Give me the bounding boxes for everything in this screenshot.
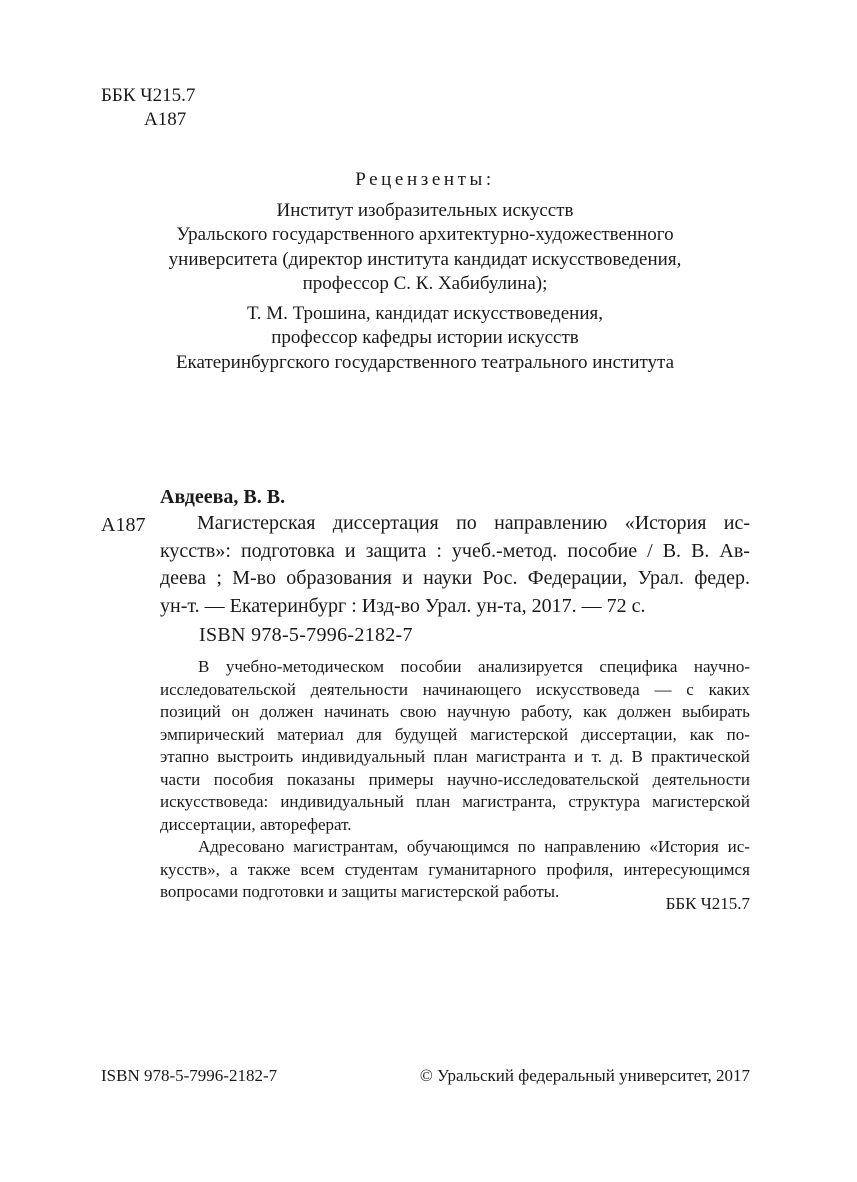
- word: направлению: [544, 837, 641, 856]
- word: направлению: [494, 512, 608, 534]
- word: кусств»:: [160, 539, 231, 562]
- word: учеб.-метод.: [451, 539, 558, 562]
- word: профиля,: [546, 859, 614, 879]
- annotation-line: [160, 836, 750, 859]
- word: практической: [651, 747, 750, 766]
- word: «История: [624, 512, 707, 534]
- footer-isbn: ISBN 978-5-7996-2182-7: [101, 1066, 278, 1085]
- word: В.: [691, 539, 710, 562]
- reviewer-1: [100, 199, 750, 297]
- record-isbn: ISBN 978-5-7996-2182-7: [199, 624, 413, 646]
- reviewers-block: [100, 168, 750, 375]
- word: искусствоведа:: [160, 792, 269, 811]
- word: гуманитарного: [428, 859, 537, 879]
- word: каких: [708, 679, 750, 699]
- bib-line: [160, 565, 750, 593]
- word: выбирать: [681, 702, 750, 721]
- word: план: [415, 792, 451, 811]
- word: деятельности: [310, 679, 408, 699]
- word: пособия: [213, 769, 274, 789]
- word: индивидуальный: [280, 792, 404, 811]
- word: научно-исследовательской: [447, 769, 639, 789]
- annotation-line: [160, 701, 750, 724]
- word: Урал.: [637, 567, 685, 589]
- bbk-code-bottom: ББК Ч215.7: [665, 894, 750, 913]
- word: как: [689, 724, 714, 744]
- bib-line: [160, 510, 750, 538]
- annotation-line: [160, 656, 750, 679]
- word: т.: [591, 747, 602, 766]
- reviewer-line: профессор С. К. Хабибулина);: [302, 273, 548, 294]
- word: будущей: [394, 724, 458, 744]
- reviewer-line: Екатеринбургского государственного театрального института: [175, 351, 675, 373]
- word: диссертация: [332, 512, 439, 534]
- word: эмпирический: [160, 724, 265, 744]
- annotation: [160, 656, 750, 904]
- word: В: [631, 747, 643, 766]
- annotation-line: [160, 679, 750, 702]
- bbk-code-top: ББК Ч215.7: [101, 85, 196, 106]
- word: диссертации, автореферат.: [160, 814, 352, 834]
- word: подготовка: [240, 539, 335, 562]
- word: показаны: [287, 769, 355, 789]
- word: для: [356, 724, 382, 744]
- word: позиций: [160, 702, 221, 721]
- word: пособие: [567, 539, 638, 562]
- word: а: [230, 859, 238, 879]
- word: Федерации,: [527, 567, 628, 589]
- reviewer-line: Т. М. Трошина, кандидат искусствоведения,: [247, 302, 603, 324]
- word: начинающего: [422, 679, 522, 699]
- word: /: [647, 539, 653, 562]
- word: :: [436, 539, 442, 562]
- word: и: [402, 567, 413, 589]
- word: В.: [662, 539, 682, 562]
- word: ис-: [723, 512, 750, 534]
- word: как: [583, 702, 607, 721]
- word: федер.: [694, 567, 750, 589]
- annotation-line: [160, 746, 750, 769]
- word: выстроить: [217, 747, 294, 766]
- word: студентам: [344, 859, 419, 879]
- word: материал: [277, 724, 344, 744]
- word: пособии: [400, 657, 462, 676]
- word: должен: [617, 702, 672, 721]
- word: работу,: [521, 702, 573, 721]
- word: деева: [160, 567, 206, 589]
- word: —: [654, 679, 672, 699]
- word: «История: [649, 837, 719, 856]
- word: образования: [286, 567, 392, 589]
- word: Рос.: [482, 567, 518, 589]
- word: по: [456, 512, 477, 534]
- word: специфика: [599, 657, 678, 676]
- record-author-code: А187: [101, 514, 146, 536]
- word: Магистерская: [197, 512, 316, 534]
- annotation-line: [160, 724, 750, 747]
- word: обучающимся: [406, 837, 509, 856]
- word: он: [231, 702, 250, 721]
- reviewer-line: университета (директор института кандидат искусствоведения,: [168, 248, 682, 270]
- word: защита: [365, 539, 427, 562]
- annotation-line: [160, 814, 750, 837]
- word: Адресовано: [198, 837, 285, 856]
- bib-line: [160, 538, 750, 566]
- copyright: © Уральский федеральный университет, 2017: [419, 1066, 750, 1085]
- annotation-line: [160, 859, 750, 882]
- word: магистерской: [652, 792, 750, 811]
- reviewer-2: [100, 302, 750, 376]
- word: всем: [300, 859, 335, 879]
- word: интересующимся: [623, 859, 750, 879]
- word: магистерской: [470, 724, 569, 744]
- word: искусствоведа: [536, 679, 640, 699]
- word: примеры: [368, 769, 434, 789]
- word: М-во: [232, 567, 276, 589]
- reviewer-line: Институт изобразительных искусств: [276, 199, 574, 221]
- word: индивидуальный: [301, 747, 426, 766]
- word: план: [433, 747, 468, 766]
- word: должен: [259, 702, 314, 721]
- annotation-line: [160, 881, 750, 904]
- word: структура: [568, 792, 641, 811]
- word: магистранта: [475, 747, 566, 766]
- reviewers-heading: Рецензенты:: [355, 169, 495, 190]
- word: с: [686, 679, 694, 699]
- annotation-line: [160, 791, 750, 814]
- word: Ав-: [719, 539, 750, 562]
- word: диссертации,: [581, 724, 677, 744]
- bib-line: [160, 593, 750, 621]
- word: по-: [726, 724, 750, 744]
- word: вопросами подготовки и защиты магистерской работы.: [160, 882, 560, 901]
- word: ис-: [727, 837, 750, 856]
- reviewer-line: профессор кафедры истории искусств: [271, 327, 579, 348]
- word: и: [574, 747, 584, 766]
- word: также: [247, 859, 291, 879]
- word: научно-: [693, 657, 750, 676]
- reviewer-line: Уральского государственного архитектурно-художественного: [176, 224, 674, 245]
- annotation-line: [160, 769, 750, 792]
- word: кусств»,: [160, 859, 220, 879]
- word: свою: [399, 702, 437, 721]
- bibliographic-description: [160, 510, 750, 620]
- word: учебно-методическом: [225, 657, 385, 676]
- word: деятельности: [652, 769, 750, 789]
- word: магистрантам,: [293, 837, 398, 856]
- word: В: [198, 657, 210, 676]
- word: ;: [216, 567, 222, 589]
- word: ун-т. — Екатеринбург : Изд-во Урал. ун-та, 2017. — 72 с.: [160, 594, 646, 617]
- word: исследовательской: [160, 679, 296, 699]
- word: магистранта,: [462, 792, 557, 811]
- word: начинать: [324, 702, 390, 721]
- author-code-top: А187: [144, 109, 187, 130]
- word: по: [517, 837, 536, 856]
- word: научную: [447, 702, 511, 721]
- word: части: [160, 769, 201, 789]
- word: науки: [423, 567, 473, 589]
- word: этапно: [160, 747, 209, 766]
- word: анализируется: [477, 657, 583, 676]
- record-author: Авдеева, В. В.: [160, 486, 286, 508]
- word: и: [344, 539, 356, 562]
- word: д.: [610, 747, 624, 766]
